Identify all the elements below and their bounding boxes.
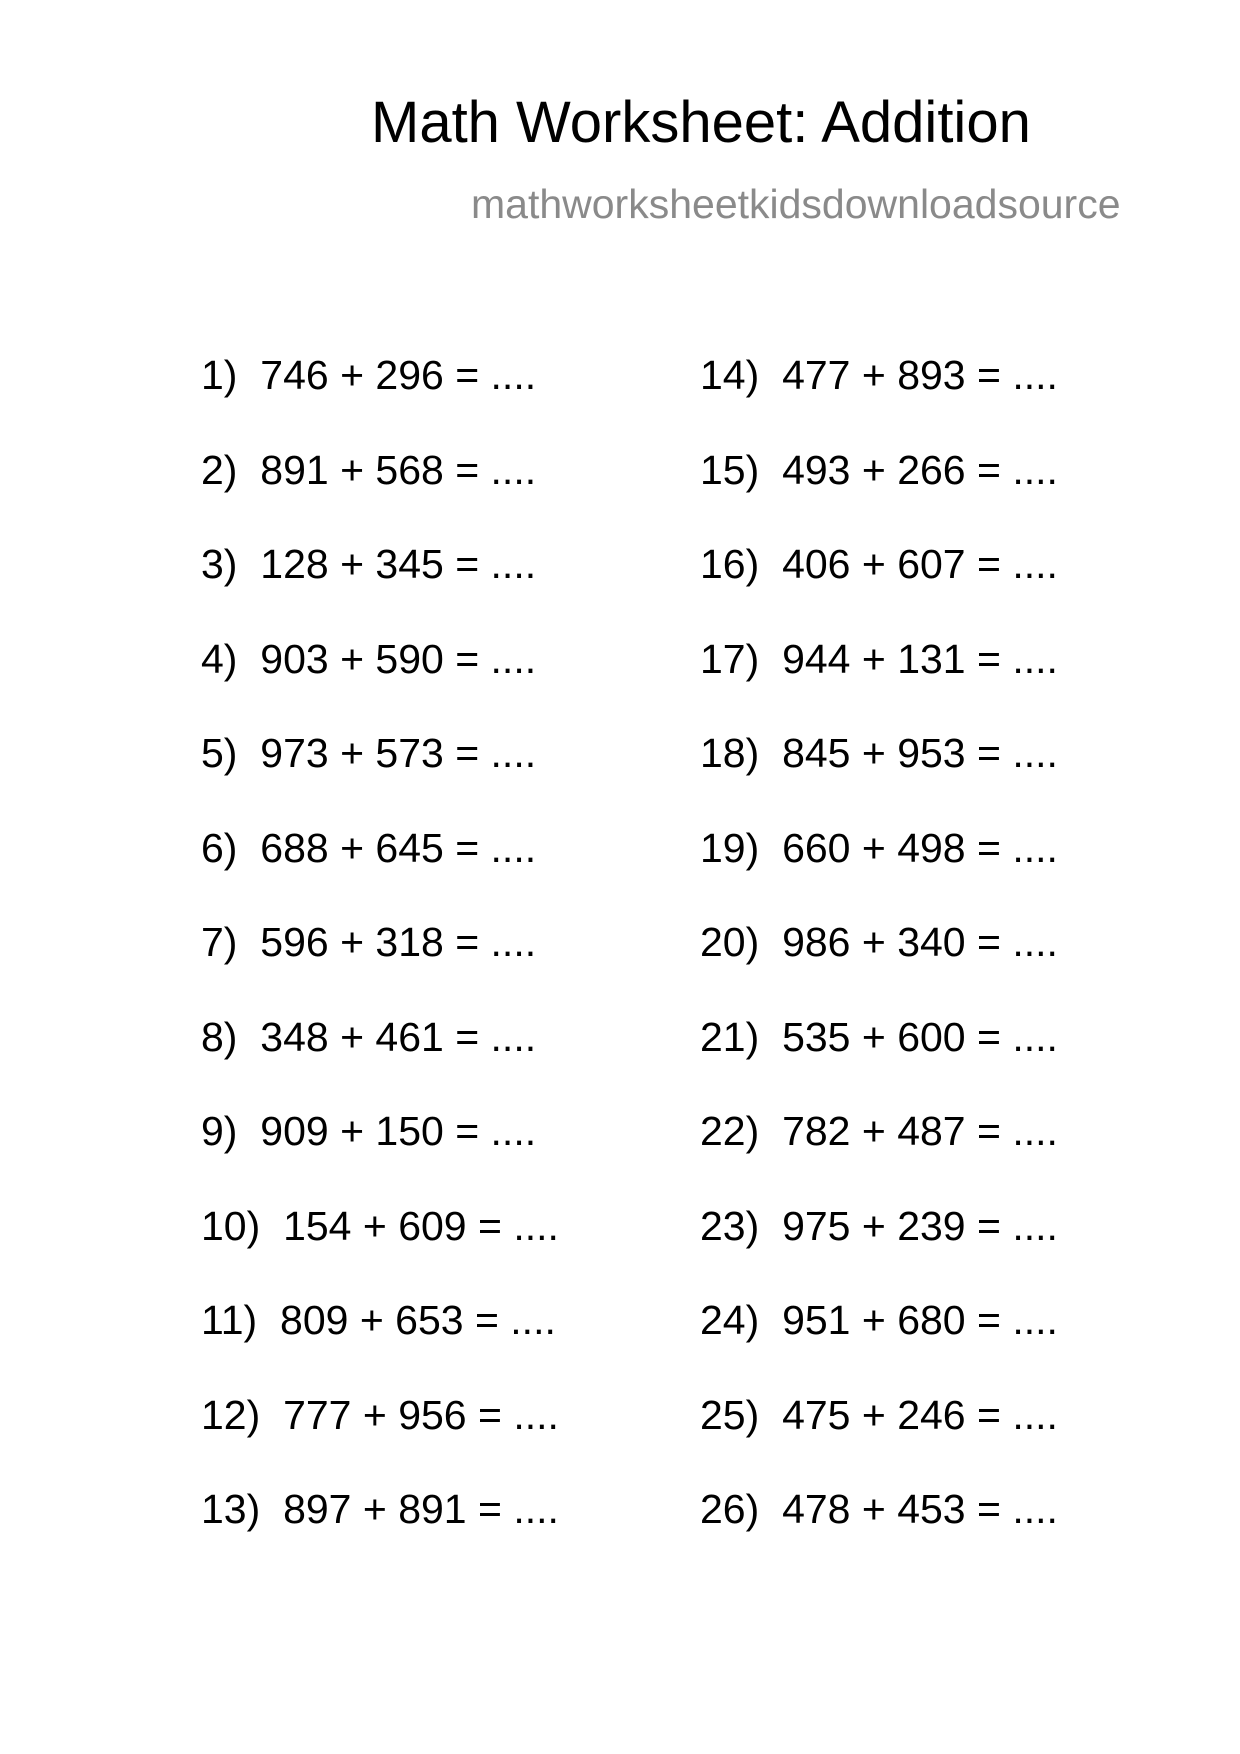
problem-item <box>201 825 537 871</box>
problem-number: 26) <box>700 1486 760 1532</box>
problem-item <box>700 1392 1058 1438</box>
problem-expression: 986 + 340 = .... <box>782 919 1058 965</box>
problem-item <box>700 1297 1058 1343</box>
problem-item <box>201 636 537 682</box>
problem-expression: 845 + 953 = .... <box>782 730 1058 776</box>
problem-expression: 478 + 453 = .... <box>782 1486 1058 1532</box>
problem-expression: 782 + 487 = .... <box>782 1108 1058 1154</box>
problem-item <box>201 1203 559 1249</box>
problem-number: 24) <box>700 1297 760 1343</box>
problem-expression: 154 + 609 = .... <box>283 1203 559 1249</box>
problem-item <box>700 1203 1058 1249</box>
problem-expression: 660 + 498 = .... <box>782 825 1058 871</box>
problem-number: 19) <box>700 825 760 871</box>
problem-expression: 897 + 891 = .... <box>283 1486 559 1532</box>
problem-item <box>700 730 1058 776</box>
problem-expression: 777 + 956 = .... <box>283 1392 559 1438</box>
problem-number: 11) <box>201 1297 258 1343</box>
problem-number: 10) <box>201 1203 261 1249</box>
problem-item <box>201 1392 559 1438</box>
problem-number: 21) <box>700 1014 760 1060</box>
problem-expression: 944 + 131 = .... <box>782 636 1058 682</box>
problem-number: 15) <box>700 447 760 493</box>
problem-item <box>700 825 1058 871</box>
problem-expression: 406 + 607 = .... <box>782 541 1058 587</box>
problem-item <box>201 1108 537 1154</box>
problem-expression: 973 + 573 = .... <box>260 730 537 776</box>
problem-number: 1) <box>201 352 238 398</box>
problem-expression: 746 + 296 = .... <box>260 352 537 398</box>
problem-expression: 909 + 150 = .... <box>260 1108 537 1154</box>
problem-item <box>201 919 537 965</box>
problem-number: 22) <box>700 1108 760 1154</box>
problem-number: 23) <box>700 1203 760 1249</box>
problem-expression: 903 + 590 = .... <box>260 636 537 682</box>
problem-number: 4) <box>201 636 238 682</box>
problem-expression: 477 + 893 = .... <box>782 352 1058 398</box>
problem-number: 3) <box>201 541 238 587</box>
problem-item <box>201 352 537 398</box>
problem-expression: 128 + 345 = .... <box>260 541 537 587</box>
problem-item <box>700 352 1058 398</box>
problem-item <box>700 541 1058 587</box>
problem-expression: 809 + 653 = .... <box>280 1297 556 1343</box>
problem-expression: 951 + 680 = .... <box>782 1297 1058 1343</box>
problem-item <box>201 1014 537 1060</box>
problem-number: 20) <box>700 919 760 965</box>
problem-item <box>700 636 1058 682</box>
problem-expression: 975 + 239 = .... <box>782 1203 1058 1249</box>
problem-item <box>700 1108 1058 1154</box>
problem-number: 8) <box>201 1014 238 1060</box>
problem-expression: 535 + 600 = .... <box>782 1014 1058 1060</box>
problem-item <box>201 541 537 587</box>
problem-number: 25) <box>700 1392 760 1438</box>
problem-item <box>700 1486 1058 1532</box>
problem-item <box>700 447 1058 493</box>
worksheet-title: Math Worksheet: Addition <box>371 90 1031 155</box>
problem-expression: 475 + 246 = .... <box>782 1392 1058 1438</box>
problem-number: 2) <box>201 447 238 493</box>
problem-number: 18) <box>700 730 760 776</box>
problem-number: 14) <box>700 352 760 398</box>
problem-item <box>700 1014 1058 1060</box>
problem-number: 17) <box>700 636 760 682</box>
problem-number: 7) <box>201 919 238 965</box>
problem-number: 16) <box>700 541 760 587</box>
problem-item <box>201 1297 556 1343</box>
problem-expression: 348 + 461 = .... <box>260 1014 537 1060</box>
source-watermark: mathworksheetkidsdownloadsource <box>471 181 1121 227</box>
problem-number: 6) <box>201 825 238 871</box>
problem-item <box>700 919 1058 965</box>
problem-expression: 596 + 318 = .... <box>260 919 537 965</box>
problem-item <box>201 730 537 776</box>
problem-item <box>201 447 537 493</box>
problem-expression: 891 + 568 = .... <box>260 447 537 493</box>
problem-number: 9) <box>201 1108 238 1154</box>
problem-expression: 688 + 645 = .... <box>260 825 537 871</box>
problem-expression: 493 + 266 = .... <box>782 447 1058 493</box>
problem-number: 13) <box>201 1486 261 1532</box>
problem-number: 12) <box>201 1392 261 1438</box>
problem-number: 5) <box>201 730 238 776</box>
problem-item <box>201 1486 559 1532</box>
